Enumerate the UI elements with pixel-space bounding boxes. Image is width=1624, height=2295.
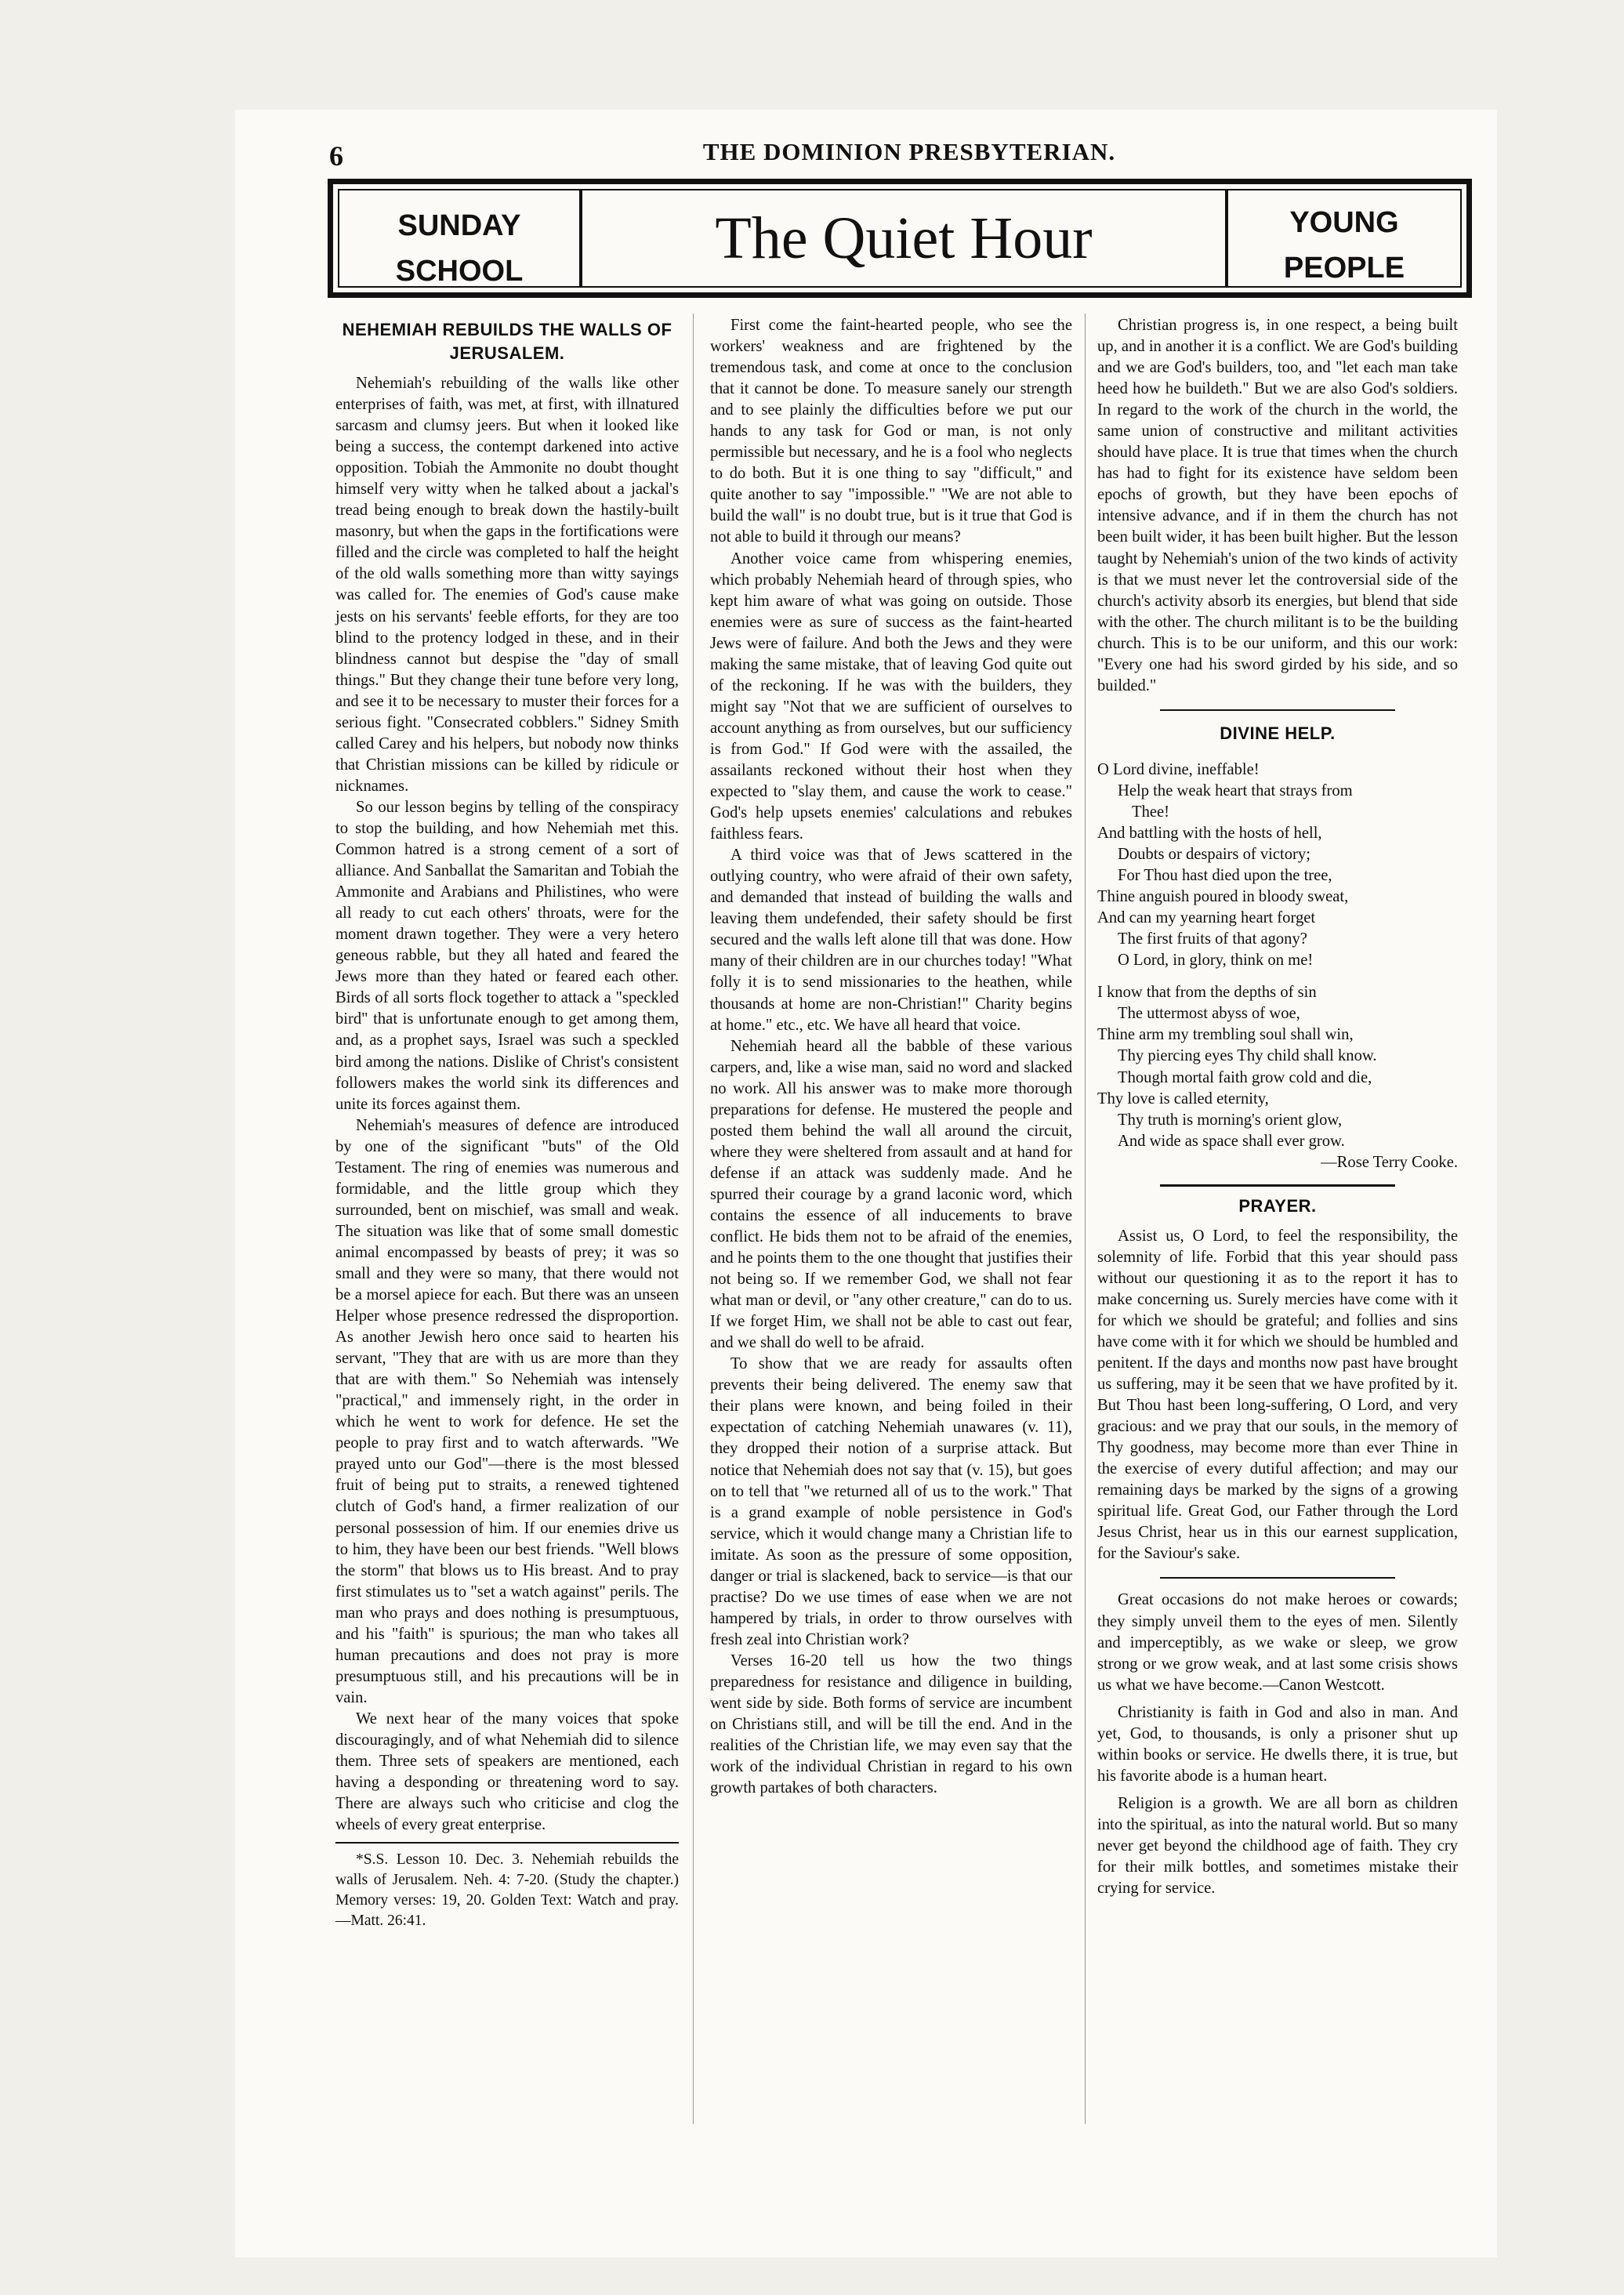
- poem-line: Thy love is called eternity,: [1097, 1089, 1269, 1108]
- banner-right-line1: YOUNG: [1289, 206, 1399, 239]
- closing-paragraph: Christianity is faith in God and also in man. And yet, God, to thousands, is only a prisoner shut up within books or service. He dwells there, it is true, but his favorite abode is a human heart.: [1097, 1703, 1458, 1785]
- poem-line: I know that from the depths of sin: [1097, 984, 1317, 1002]
- section-banner: [328, 179, 1472, 298]
- poem-line: Thee!: [1132, 803, 1170, 821]
- banner-left-line1: SUNDAY: [397, 209, 521, 242]
- banner-right-line2: PEOPLE: [1283, 252, 1405, 285]
- poem-heading: DIVINE HELP.: [1220, 723, 1336, 743]
- article-paragraph: We next hear of the many voices that spoke discouragingly, and of what Nehemiah did to silence them. Three sets of speakers are mentioned, each having a desponding or threatening word to say. There are always such who criticise and clog the wheels of every great enterprise.: [335, 1709, 679, 1834]
- column-1: [335, 315, 679, 1931]
- article-paragraph: Nehemiah heard all the babble of these various carpers, and, like a wise man, said no word and slacked no work. All his answer was to make more thorough preparations for defense. He mustered the people and posted them behind the wall all around the circuit, where they were sheltered from assault and at hand for defense if an attack was suddenly made. And he spurred their courage by a grand laconic word, which contains the essence of all inducements to brave conflict. He bids them not to be afraid of the enemies, and he points them to the one thought that justifies their not being so. If we remember God, we shall not fear what man or devil, or "any other creature," can do to us. If we forget Him, we shall not be able to cast out fear, and we shall do well to be afraid.: [710, 1037, 1072, 1352]
- closing-paragraph: Religion is a growth. We are all born as children into the spiritual, as into the natural world. But so many never get beyond the childhood age of faith. They cry for their milk bottles, and sometimes mistake their crying for service.: [1097, 1794, 1458, 1898]
- banner-left-line2: SCHOOL: [395, 255, 524, 288]
- poem-line: Thine arm my trembling soul shall win,: [1097, 1026, 1354, 1044]
- prayer-text: Assist us, O Lord, to feel the responsibility, the solemnity of life. Forbid that this year should pass without our questioning it as to the report it has to make concerning us. Surely mercies have come with it for which we should be grateful; and follies and sins have come with it for which we should be humbled and penitent. If the days and months now past have brought us suffering, may it be seen that we have profited by it. But Thou hast been long-suffering, O Lord, and very gracious: and we pray that our souls, in the memory of Thy goodness, may become more than ever Thine in the exercise of every dutiful affection; and may our remaining days be marked by the signs of a growing spiritual life. Great God, our Father through the Lord Jesus Christ, hear us in this our earnest supplication, for the Saviour's sake.: [1097, 1227, 1458, 1563]
- prayer-heading: PRAYER.: [1238, 1195, 1317, 1216]
- poem-line: Though mortal faith grow cold and die,: [1118, 1068, 1372, 1086]
- poem-line: For Thou hast died upon the tree,: [1118, 867, 1332, 885]
- poem-line: Thine anguish poured in bloody sweat,: [1097, 888, 1349, 906]
- poem-line: The first fruits of that agony?: [1118, 930, 1307, 948]
- closing-paragraph: Great occasions do not make heroes or cowards; they simply unveil them to the eyes of men. Silently and imperceptibly, as we wake or sleep, we grow strong or we grow weak, and at last some crisis shows us what we have become.—Canon Westcott.: [1097, 1591, 1458, 1694]
- column-divider: [1085, 314, 1086, 2124]
- article-heading: NEHEMIAH REBUILDS THE WALLS OF JERUSALEM.: [342, 320, 672, 363]
- article-paragraph: Christian progress is, in one respect, a being built up, and in another it is a conflict. We are God's building and we are God's builders, too, and "let each man take heed how he buildeth." But we are also God's soldiers. In regard to the work of the church in the world, the same union of constructive and militant activities should have place. It is true that times when the church has had to fight for its existence have seldom been epochs of growth, but they have been epochs of intensive advance, and if in them the church has not been built wider, it has been built higher. But the lesson taught by Nehemiah's union of the two kinds of activity is that we must never let the controversial side of the church's activity absorb its energies, but blend that side with the other. The church militant is to be the building church. This is to be our uniform, and this our work: "Every one had his sword girded by his side, and so builded.": [1097, 317, 1458, 694]
- poem-line: Doubts or despairs of victory;: [1118, 846, 1310, 864]
- lesson-footnote: [335, 1842, 679, 1931]
- column-divider: [693, 314, 694, 2124]
- masthead: THE DOMINION PRESBYTERIAN.: [702, 138, 1116, 165]
- page-number: 6: [329, 140, 343, 172]
- banner-inner-frame: [338, 189, 1462, 288]
- article-paragraph: To show that we are ready for assaults often prevents their being delivered. The enemy saw that their plans were known, and being foiled in their expectation of catching Nehemiah unawares (v. 11), they dropped their notion of a surprise attack. But notice that Nehemiah does not say that (v. 15), but goes on to tell that "we returned all of us to the work." That is a grand example of noble persistence in God's service, which it would change many a Christian life to imitate. As soon as the pressure of some opposition, danger or trial is slackened, back to service—is that our practise? Do we use times of ease when we are not hampered by trials, in order to throw ourselves with fresh zeal into Christian work?: [710, 1355, 1072, 1648]
- banner-right-box: [1225, 190, 1460, 286]
- poem-line: O Lord divine, ineffable!: [1097, 760, 1260, 778]
- stanza-gap: [1097, 971, 1458, 982]
- poem-line: And battling with the hosts of hell,: [1097, 824, 1322, 842]
- article-paragraph: Nehemiah's measures of defence are introduced by one of the significant "buts" of the Old Testament. The ring of enemies was numerous and formidable, and the little group which they surrounded, bent on mischief, was small and weak. The situation was like that of some small domestic animal encompassed by beasts of prey; it was so small and they were so many, that there would not be a morsel apiece for each. But there was an unseen Helper whose presence redressed the disproportion. As another Jewish hero once said to hearten his servant, "They that are with us are more than they that are with them." So Nehemiah was intensely "practical," and immensely right, in the order in which he went to work for defence. He set the people to pray first and to watch afterwards. "We prayed unto our God"—there is the most blessed fruit of being put to straits, a renewed tightened clutch of God's hand, a firmer realization of our personal possession of him. If our enemies drive us to him, they have been our best friends. "Well blows the storm" that blows us to His breast. And to pray first stimulates us to "set a watch against" perils. The man who prays and does nothing is presumptuous, and his "faith" is spurious; the man who takes all human precautions and does not pray is more presumptuous still, and his precautions will be in vain.: [335, 1116, 679, 1706]
- section-rule: [1160, 1184, 1395, 1187]
- poem-line: Thy truth is morning's orient glow,: [1118, 1111, 1343, 1129]
- poem: [1097, 760, 1458, 1173]
- banner-left-box: [339, 190, 582, 286]
- banner-title: The Quiet Hour: [715, 205, 1093, 271]
- poem-line: Thy piercing eyes Thy child shall know.: [1118, 1047, 1377, 1065]
- footnote-text: *S.S. Lesson 10. Dec. 3. Nehemiah rebuilds the walls of Jerusalem. Neh. 4: 7-20. (Study the chapter.) Memory verses: 19, 20. Golden Text: Watch and pray.—Matt. 26:41.: [335, 1851, 679, 1930]
- section-rule: [1160, 709, 1395, 711]
- poem-attribution: —Rose Terry Cooke.: [1321, 1153, 1458, 1171]
- poem-line: The uttermost abyss of woe,: [1118, 1005, 1300, 1023]
- poem-line: O Lord, in glory, think on me!: [1118, 952, 1314, 970]
- article-paragraph: Another voice came from whispering enemies, which probably Nehemiah heard of through spies, who kept him aware of what was going on outside. Those enemies were as sure of success as the faint-hearted Jews were of failure. And both the Jews and they were making the same mistake, that of leaving God quite out of the reckoning. If he was with the builders, they might say "Not that we are sufficient of ourselves to account anything as from ourselves, but our sufficiency is from God." If God were with the assailed, the assailants reckoned without their host when they expected to "slay them, and cause the work to cease." God's help upsets enemies' calculations and rebukes faithless fears.: [710, 549, 1072, 843]
- poem-line: And can my yearning heart forget: [1097, 909, 1316, 927]
- column-2: [710, 315, 1072, 1799]
- poem-line: Help the weak heart that strays from: [1118, 781, 1353, 799]
- article-paragraph: Nehemiah's rebuilding of the walls like other enterprises of faith, was met, at first, with illnatured sarcasm and clumsy jeers. But when it looked like being a success, the contempt darkened into active opposition. Tobiah the Ammonite no doubt thought himself very witty when he talked about a jackal's tread being enough to break down the hastily-built masonry, but when the gaps in the fortifications were filled and the circle was completed to half the height of the old walls something more than witty sayings was called for. The enemies of God's cause make jests on his servants' feeble efforts, for they are too blind to the protency lodged in these, and in their blindness cannot but despise the "day of small things." But they change their tune before very long, and see it to be necessary to muster their forces for a serious fight. "Consecrated cobblers." Sidney Smith called Carey and his helpers, but nobody now thinks that Christian missions can be killed by ridicule or nicknames.: [335, 375, 679, 795]
- article-paragraph: Verses 16-20 tell us how the two things preparedness for resistance and diligence in building, went side by side. Both forms of service are incumbent on Christians still, and will be till the end. And in the realities of the Christian life, we may even say that the work of the individual Christian in regard to his own growth partakes of both characters.: [710, 1651, 1072, 1797]
- article-paragraph: A third voice was that of Jews scattered in the outlying country, who were afraid of their own safety, and demanded that instead of building the walls and leaving them undefended, their safety should be first secured and the walls left alone till that was done. How many of their children are in our churches today! "What folly it is to send missionaries to the heathen, while thousands at home are non-Christian!" Charity begins at home." etc., etc. We have all heard that voice.: [710, 847, 1072, 1034]
- article-paragraph: First come the faint-hearted people, who see the workers' weakness and are frightened by the tremendous task, and come at once to the conclusion that it cannot be done. To measure sanely our strength and to see plainly the difficulties before we put our hands to any task for God or man, is not only permissible but necessary, and he is a fool who neglects to do both. But it is one thing to say "difficult," and quite another to say "impossible." "We are not able to build the wall" is no doubt true, but is it true that God is not able to build it through our means?: [710, 317, 1072, 546]
- column-3: [1097, 315, 1458, 1899]
- article-paragraph: So our lesson begins by telling of the conspiracy to stop the building, and how Nehemiah met this. Common hatred is a strong cement of a sort of alliance. And Sanballat the Samaritan and Tobiah the Ammonite and Arabians and Philistines, who were all ready to cut each others' throats, were for the moment drawn together. They were a very hetero geneous rabble, but they all hated and feared the Jews more than they hated or feared each other. Birds of all sorts flock together to attack a "speckled bird" that is unfortunate enough to get among them, and, as a prophet says, Israel was such a speckled bird among the nations. Dislike of Christ's consistent followers makes the world sink its differences and unite its forces against them.: [335, 798, 679, 1113]
- poem-line: And wide as space shall ever grow.: [1118, 1132, 1345, 1150]
- section-rule: [1160, 1577, 1395, 1579]
